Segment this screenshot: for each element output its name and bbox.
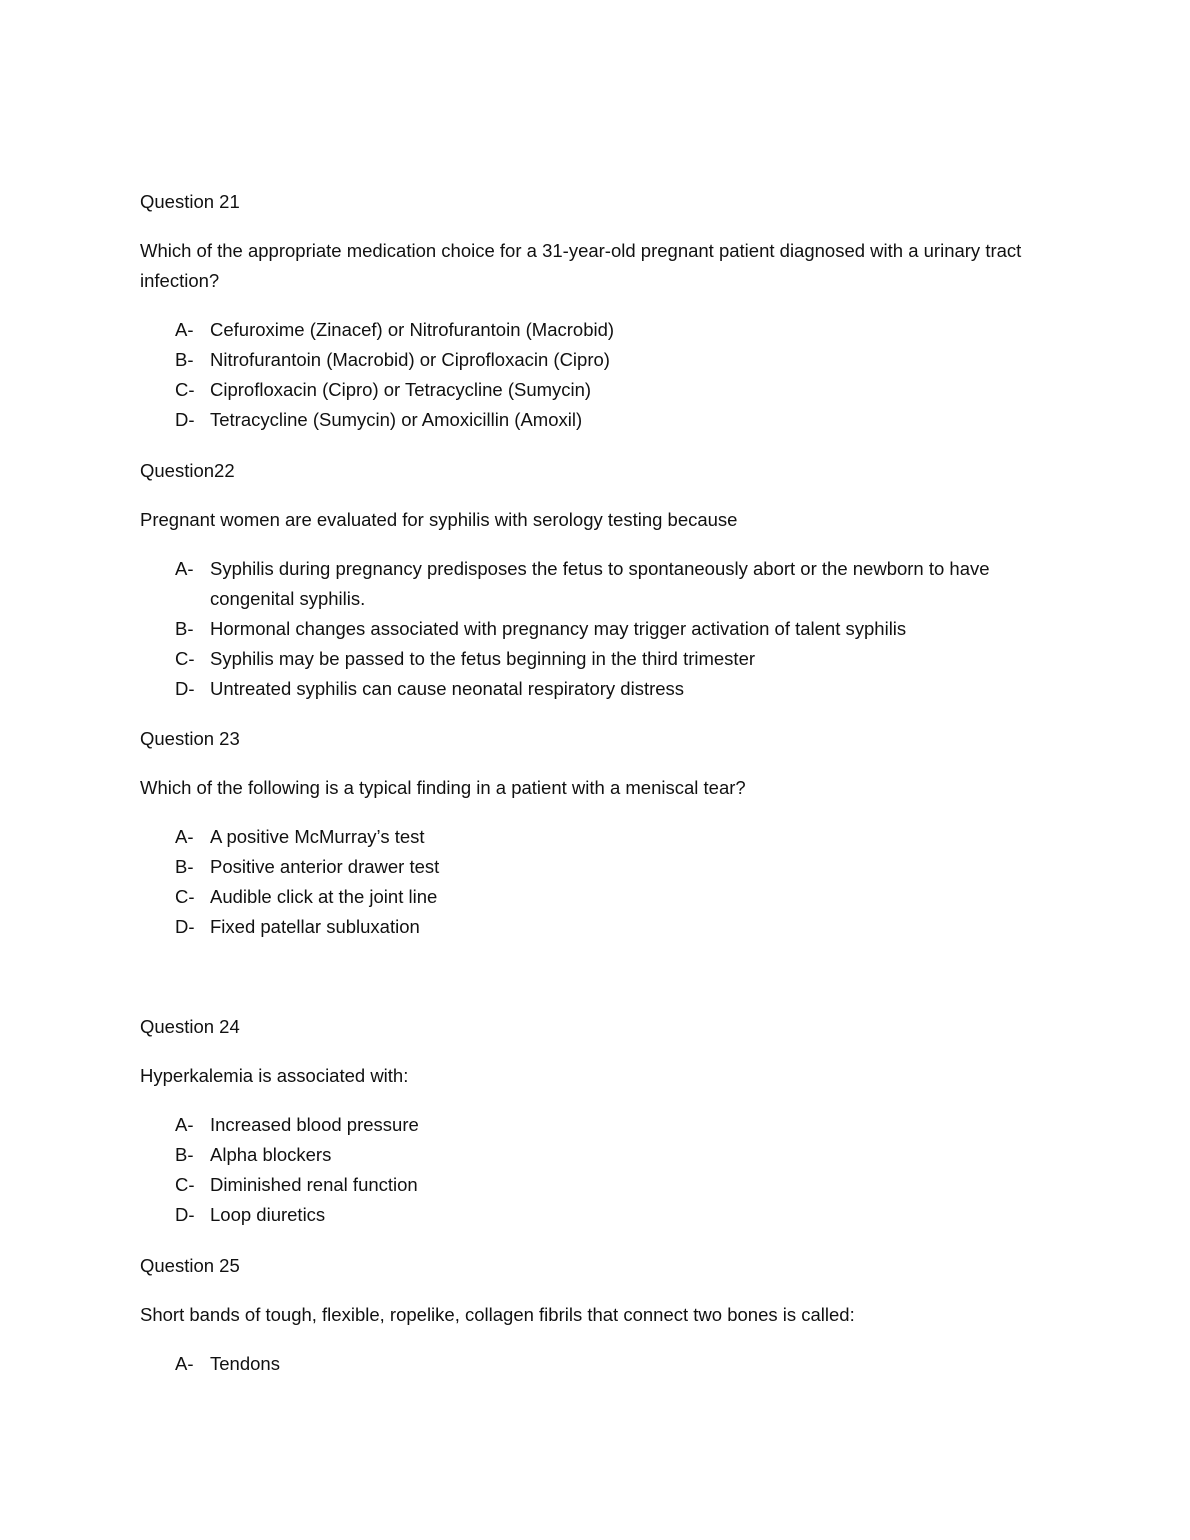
question-title: Question 24 [140, 1016, 240, 1037]
option-text: Loop diuretics [210, 1204, 326, 1225]
question-block [140, 1012, 1060, 1230]
option-text: Hormonal changes associated with pregnancy may trigger activation of talent syphilis [210, 618, 907, 639]
question-title: Question 23 [140, 728, 240, 749]
answer-option [140, 1140, 1060, 1170]
option-text: Increased blood pressure [210, 1114, 419, 1135]
answer-option [140, 1170, 1060, 1200]
answer-option [140, 674, 1060, 704]
option-letter: D- [175, 1204, 195, 1225]
question-stem: Which of the appropriate medication choice for a 31-year-old pregnant patient diagnosed with a urinary tract infection? [140, 240, 1022, 291]
question-stem: Pregnant women are evaluated for syphilis with serology testing because [140, 509, 738, 530]
option-text: Positive anterior drawer test [210, 856, 440, 877]
answer-options [140, 1349, 1060, 1379]
option-letter: A- [175, 558, 194, 579]
answer-option [140, 912, 1060, 942]
option-text: Tendons [210, 1353, 280, 1374]
option-letter: C- [175, 1174, 195, 1195]
answer-options [140, 315, 1060, 435]
answer-option [140, 1110, 1060, 1140]
option-letter: C- [175, 648, 195, 669]
option-letter: A- [175, 826, 194, 847]
question-stem: Short bands of tough, flexible, ropelike, collagen fibrils that connect two bones is called: [140, 1304, 855, 1325]
option-letter: C- [175, 886, 195, 907]
question-block [140, 1251, 1060, 1379]
answer-option [140, 405, 1060, 435]
answer-option [140, 315, 1060, 345]
option-letter: D- [175, 916, 195, 937]
answer-option [140, 345, 1060, 375]
option-text: Untreated syphilis can cause neonatal respiratory distress [210, 678, 685, 699]
answer-option [140, 1349, 1060, 1379]
question-title: Question 25 [140, 1255, 240, 1276]
answer-option [140, 852, 1060, 882]
option-letter: B- [175, 349, 194, 370]
option-letter: A- [175, 1114, 194, 1135]
question-stem: Hyperkalemia is associated with: [140, 1065, 409, 1086]
answer-options [140, 554, 1060, 704]
option-letter: D- [175, 409, 195, 430]
question-block [140, 187, 1060, 435]
option-letter: B- [175, 856, 194, 877]
question-title: Question22 [140, 460, 235, 481]
option-letter: D- [175, 678, 195, 699]
option-text: Alpha blockers [210, 1144, 332, 1165]
answer-option [140, 882, 1060, 912]
option-text: Syphilis may be passed to the fetus beginning in the third trimester [210, 648, 756, 669]
option-letter: B- [175, 618, 194, 639]
option-letter: A- [175, 1353, 194, 1374]
answer-option [140, 375, 1060, 405]
option-text: Diminished renal function [210, 1174, 418, 1195]
question-stem: Which of the following is a typical finding in a patient with a meniscal tear? [140, 777, 746, 798]
option-text: Audible click at the joint line [210, 886, 438, 907]
option-letter: B- [175, 1144, 194, 1165]
question-block [140, 456, 1060, 704]
option-letter: A- [175, 319, 194, 340]
option-text: Ciprofloxacin (Cipro) or Tetracycline (Sumycin) [210, 379, 592, 400]
answer-options [140, 822, 1060, 942]
question-title: Question 21 [140, 191, 240, 212]
option-text: Tetracycline (Sumycin) or Amoxicillin (Amoxil) [210, 409, 583, 430]
answer-option [140, 644, 1060, 674]
option-text: Nitrofurantoin (Macrobid) or Ciprofloxacin (Cipro) [210, 349, 610, 370]
question-block [140, 724, 1060, 942]
option-letter: C- [175, 379, 195, 400]
answer-option [140, 1200, 1060, 1230]
answer-option [140, 822, 1060, 852]
option-text: A positive McMurray’s test [210, 826, 425, 847]
answer-options [140, 1110, 1060, 1230]
option-text: Cefuroxime (Zinacef) or Nitrofurantoin (Macrobid) [210, 319, 615, 340]
option-text: Syphilis during pregnancy predisposes the fetus to spontaneously abort or the newborn to have congenital syphilis. [210, 558, 990, 609]
answer-option [140, 554, 1060, 614]
option-text: Fixed patellar subluxation [210, 916, 420, 937]
answer-option [140, 614, 1060, 644]
